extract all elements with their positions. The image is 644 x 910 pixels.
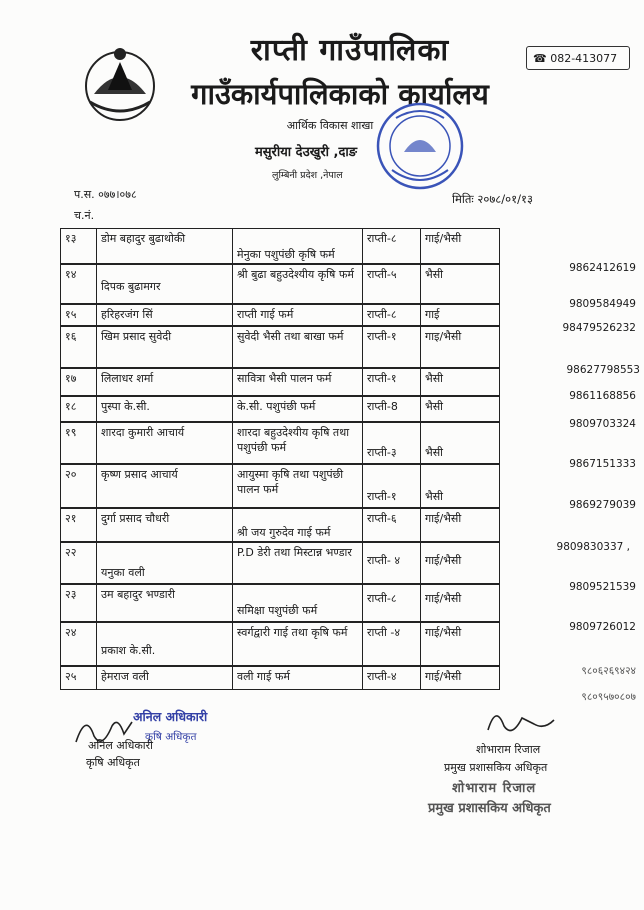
phone-number: 9809584949: [569, 298, 636, 310]
serial-cell: २२: [61, 543, 97, 583]
area-cell: राप्ती-८: [363, 585, 421, 621]
name-cell: शारदा कुमारी आचार्य: [97, 423, 233, 463]
farm-cell: P.D डेरी तथा मिस्टान्न भण्डार: [233, 543, 363, 583]
area-cell: राप्ती-८: [363, 305, 421, 325]
table-row: [60, 666, 500, 690]
phone-box: [526, 46, 630, 70]
animal-cell: भैसी: [425, 268, 444, 281]
serial-cell: २३: [61, 585, 97, 621]
area-cell: राप्ती-१: [363, 369, 421, 395]
area-cell: राप्ती-८: [363, 229, 421, 263]
table-row: [60, 622, 500, 666]
left-signer-title: कृषि अधिकृत: [86, 756, 140, 769]
serial-cell: २१: [61, 509, 97, 541]
table-row: [60, 508, 500, 542]
animal-cell: गाई/भैसी: [425, 626, 462, 639]
farm-cell: समिक्षा पशुपंछी फर्म: [233, 585, 363, 621]
phone-number: 082-413077: [550, 52, 618, 65]
farm-cell: मेनुका पशुपंछी कृषि फर्म: [233, 229, 363, 263]
phone-number: 9809521539: [569, 581, 636, 593]
serial-cell: १३: [61, 229, 97, 263]
area-cell: राप्ती-५: [363, 265, 421, 303]
farm-cell: आयुस्मा कृषि तथा पशुपंछी पालन फर्म: [233, 465, 363, 507]
office-address: मसुरीया देउखुरी ,दाङ: [255, 145, 358, 160]
table-row: [60, 368, 500, 396]
area-cell: राप्ती -४: [363, 623, 421, 665]
farm-cell: श्री बुढा बहुउदेश्यीय कृषि फर्म: [233, 265, 363, 303]
table-row: [60, 542, 500, 584]
serial-cell: २५: [61, 667, 97, 689]
farm-cell: के.सी. पशुपंछी फर्म: [233, 397, 363, 421]
letter-date: मितिः २०७८/०१/१३: [452, 192, 533, 206]
area-cell: राप्ती-१: [363, 327, 421, 367]
right-signer-name: शोभाराम रिजाल: [476, 743, 541, 756]
name-cell: हेमराज वली: [97, 667, 233, 689]
name-cell: यनुका वली: [97, 543, 233, 583]
phone-number: 98479526232: [562, 322, 636, 334]
area-cell: राप्ती-४: [363, 667, 421, 689]
phone-number: 9862412619: [569, 262, 636, 274]
municipality-title: राप्ती गाउँपालिका: [250, 33, 450, 68]
right-stamp-title: प्रमुख प्रशासकिय अधिकृत: [428, 801, 551, 816]
name-cell: लिलाधर शर्मा: [97, 369, 233, 395]
phone-number: 9861168856: [569, 390, 636, 402]
animal-cell: गाई/भैसी: [425, 554, 462, 567]
area-cell: राप्ती-8: [363, 397, 421, 421]
serial-cell: १७: [61, 369, 97, 395]
phone-number: 9809726012: [569, 621, 636, 633]
farm-cell: शारदा बहुउदेश्यीय कृषि तथा पशुपंछी फर्म: [233, 423, 363, 463]
serial-cell: १६: [61, 327, 97, 367]
area-cell: राप्ती-३: [363, 423, 421, 463]
phone-number: ९८०९५७०८०७: [581, 691, 636, 703]
serial-cell: २०: [61, 465, 97, 507]
table-row: [60, 326, 500, 368]
signature-right-icon: [478, 700, 568, 740]
name-cell: प्रकाश के.सी.: [97, 623, 233, 665]
right-stamp-name: शोभाराम रिजाल: [452, 781, 537, 796]
table-row: [60, 584, 500, 622]
serial-cell: १५: [61, 305, 97, 325]
phone-number: ९८०६२६९४२४: [581, 665, 636, 677]
table-row: [60, 228, 500, 264]
phone-number: 98627798553: [566, 364, 640, 376]
name-cell: कृष्ण प्रसाद आचार्य: [97, 465, 233, 507]
phone-number: 9869279039: [569, 499, 636, 511]
reference-number: प.स. ०७७।०७८: [74, 188, 137, 201]
serial-cell: २४: [61, 623, 97, 665]
section-name: आर्थिक विकास शाखा: [286, 119, 374, 132]
serial-cell: १९: [61, 423, 97, 463]
animal-cell: गाई/भैसी: [425, 512, 462, 525]
farm-cell: वली गाई फर्म: [233, 667, 363, 689]
table-row: [60, 396, 500, 422]
right-signer-title: प्रमुख प्रशासकिय अधिकृत: [444, 761, 548, 774]
nepal-emblem-icon: [80, 40, 160, 125]
farm-cell: सावित्रा भैसी पालन फर्म: [233, 369, 363, 395]
table-row: [60, 304, 500, 326]
province-name: लुम्बिनी प्रदेश ,नेपाल: [272, 170, 343, 181]
area-cell: राप्ती-६: [363, 509, 421, 541]
phone-number: 9809703324: [569, 418, 636, 430]
name-cell: उम बहादुर भण्डारी: [97, 585, 233, 621]
table-row: [60, 422, 500, 464]
farm-cell: श्री जय गुरुदेव गाई फर्म: [233, 509, 363, 541]
farm-cell: राप्ती गाई फर्म: [233, 305, 363, 325]
animal-cell: भैसी: [425, 446, 444, 459]
table-row: [60, 464, 500, 508]
name-cell: दिपक बुढामगर: [97, 265, 233, 303]
animal-cell: गाई/भैसी: [425, 670, 462, 683]
name-cell: डोम बहादुर बुढाथोकी: [97, 229, 233, 263]
animal-cell: भैसी: [425, 400, 444, 413]
left-stamp-title: कृषि अधिकृत: [145, 731, 197, 743]
animal-cell: गाई/भैसी: [425, 592, 462, 605]
phone-icon: ☎: [533, 52, 547, 65]
serial-cell: १४: [61, 265, 97, 303]
dispatch-number: च.नं.: [74, 209, 95, 222]
animal-cell: गाई/भैसी: [425, 232, 462, 245]
table-row: [60, 264, 500, 304]
name-cell: खिम प्रसाद सुवेदी: [97, 327, 233, 367]
animal-cell: गाई: [425, 308, 440, 321]
office-title: गाउँकार्यपालिकाको कार्यालय: [191, 77, 489, 111]
left-stamp-name: अनिल अधिकारी: [133, 709, 208, 724]
name-cell: हरिहरजंग सिं: [97, 305, 233, 325]
office-stamp-icon: [374, 100, 466, 192]
left-signer-name: अनिल अधिकारी: [88, 739, 153, 752]
farm-cell: सुवेदी भैसी तथा बाखा फर्म: [233, 327, 363, 367]
name-cell: पुस्पा के.सी.: [97, 397, 233, 421]
area-cell: राप्ती- ४: [363, 543, 421, 583]
phone-number: 9809830337 ,: [556, 541, 630, 553]
phone-number: 9867151333: [569, 458, 636, 470]
area-cell: राप्ती-१: [363, 465, 421, 507]
name-cell: दुर्गा प्रसाद चौधरी: [97, 509, 233, 541]
farm-cell: स्वर्गद्वारी गाई तथा कृषि फर्म: [233, 623, 363, 665]
animal-cell: भैसी: [425, 490, 444, 503]
animal-cell: भैसी: [425, 372, 444, 385]
serial-cell: १८: [61, 397, 97, 421]
animal-cell: गाइ/भैसी: [425, 330, 462, 343]
